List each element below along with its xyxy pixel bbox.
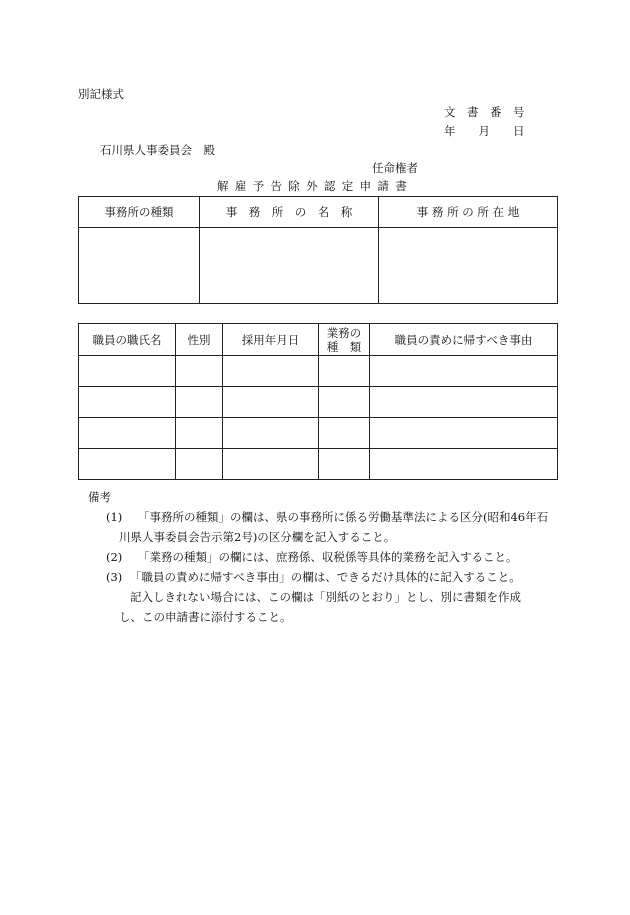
note-text: 「事務所の種類」の欄は、県の事務所に係る労働基準法による区分(昭和46年石 bbox=[138, 510, 549, 524]
job-type-header-line2: 種 類 bbox=[326, 339, 362, 354]
reason-header: 職員の責めに帰すべき事由 bbox=[370, 324, 558, 356]
table-row bbox=[79, 356, 558, 387]
staff-name-cell[interactable] bbox=[79, 449, 176, 480]
gender-cell[interactable] bbox=[176, 449, 223, 480]
staff-name-cell[interactable] bbox=[79, 387, 176, 418]
office-type-cell[interactable] bbox=[79, 228, 200, 304]
document-title: 解雇予告除外認定申請書 bbox=[217, 179, 414, 193]
hire-date-header: 採用年月日 bbox=[223, 324, 319, 356]
reason-cell[interactable] bbox=[370, 356, 558, 387]
document-number-label: 文 書 番 号 bbox=[444, 105, 525, 119]
notes-section bbox=[78, 487, 558, 627]
table-row bbox=[79, 449, 558, 480]
job-type-cell[interactable] bbox=[319, 449, 370, 480]
hire-date-cell[interactable] bbox=[223, 418, 319, 449]
form-label: 別記様式 bbox=[78, 87, 124, 101]
note-text-cont: 記入しきれない場合には、この欄は「別紙のとおり」とし、別に書類を作成 bbox=[130, 590, 521, 604]
note-text-cont: し、この申請書に添付すること。 bbox=[119, 610, 292, 624]
note-number: (3) bbox=[106, 570, 123, 584]
note-item-3 bbox=[78, 567, 558, 627]
hire-date-cell[interactable] bbox=[223, 356, 319, 387]
note-item-2 bbox=[78, 547, 558, 567]
notes-heading: 備考 bbox=[88, 490, 111, 504]
appointer-label: 任命権者 bbox=[372, 161, 418, 175]
date-label: 年 月 日 bbox=[444, 124, 525, 138]
table-row bbox=[79, 387, 558, 418]
note-text: 「業務の種類」の欄には、庶務係、収税係等具体的業務を記入すること。 bbox=[138, 550, 518, 564]
reason-cell[interactable] bbox=[370, 387, 558, 418]
office-name-header: 事 務 所 の 名 称 bbox=[200, 197, 379, 228]
staff-table bbox=[78, 323, 558, 480]
office-table bbox=[78, 196, 558, 304]
note-number: (2) bbox=[106, 550, 123, 564]
office-name-cell[interactable] bbox=[200, 228, 379, 304]
note-number: (1) bbox=[106, 510, 123, 524]
staff-name-cell[interactable] bbox=[79, 356, 176, 387]
gender-cell[interactable] bbox=[176, 356, 223, 387]
addressee: 石川県人事委員会 殿 bbox=[100, 143, 215, 157]
job-type-cell[interactable] bbox=[319, 418, 370, 449]
job-type-cell[interactable] bbox=[319, 387, 370, 418]
gender-cell[interactable] bbox=[176, 418, 223, 449]
gender-header: 性別 bbox=[176, 324, 223, 356]
hire-date-cell[interactable] bbox=[223, 449, 319, 480]
reason-cell[interactable] bbox=[370, 418, 558, 449]
job-type-cell[interactable] bbox=[319, 356, 370, 387]
office-type-header: 事務所の種類 bbox=[79, 197, 200, 228]
staff-name-header: 職員の職氏名 bbox=[79, 324, 176, 356]
office-location-cell[interactable] bbox=[379, 228, 558, 304]
hire-date-cell[interactable] bbox=[223, 387, 319, 418]
table-row bbox=[79, 418, 558, 449]
reason-cell[interactable] bbox=[370, 449, 558, 480]
job-type-header-line1: 業務の bbox=[326, 325, 362, 340]
note-item-1 bbox=[78, 507, 558, 547]
note-text-cont: 川県人事委員会告示第2号)の区分欄を記入すること。 bbox=[119, 530, 396, 544]
office-location-header: 事 務 所 の 所 在 地 bbox=[379, 197, 558, 228]
note-text: 「職員の責めに帰すべき事由」の欄は、できるだけ具体的に記入すること。 bbox=[130, 570, 521, 584]
staff-name-cell[interactable] bbox=[79, 418, 176, 449]
job-type-header bbox=[319, 324, 370, 356]
gender-cell[interactable] bbox=[176, 387, 223, 418]
